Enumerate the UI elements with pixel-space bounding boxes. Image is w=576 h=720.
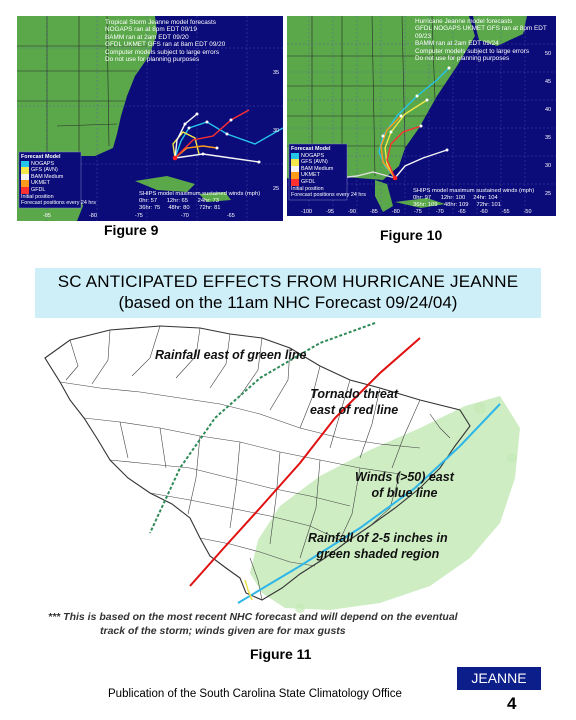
ships-row: 0hr: 57 12hr: 65 24hr: 73 xyxy=(139,197,219,204)
banner-subtitle: (based on the 11am NHC Forecast 09/24/04) xyxy=(118,293,458,312)
note-line1: *** This is based on the most recent NHC forecast and will depend on the eventual xyxy=(48,611,458,623)
lat-label: 30 xyxy=(545,163,552,169)
ships-title: SHIPS model maximum sustained winds (mph) xyxy=(139,191,261,197)
figure9-lon-labels xyxy=(43,213,235,219)
legend-note: Forecast positions every 24 hrs xyxy=(291,192,366,199)
lon-label: -70 xyxy=(180,213,189,219)
legend-item-gfdl: GFDL xyxy=(291,179,366,186)
lon-label: -75 xyxy=(413,209,422,215)
sc-effects-map xyxy=(0,318,576,648)
figure10-caption: Figure 10 xyxy=(380,227,443,243)
rain-amount-line1: Rainfall of 2-5 inches in xyxy=(308,531,448,545)
page-number: 4 xyxy=(507,694,517,713)
figure9-header xyxy=(105,19,225,63)
lon-label: -70 xyxy=(435,209,444,215)
legend-item-bam: BAM Medium xyxy=(21,174,96,181)
lon-label: -80 xyxy=(391,209,400,215)
legend-item-ukmet: UKMET xyxy=(291,172,366,179)
winds-line2: of blue line xyxy=(371,486,438,500)
lon-label: -85 xyxy=(369,209,378,215)
ships-title: SHIPS model maximum sustained winds (mph) xyxy=(413,188,535,194)
figure9-legend xyxy=(21,154,96,207)
lat-label: 25 xyxy=(273,186,280,192)
legend-item-nogaps: NOGAPS xyxy=(21,161,96,168)
lat-label: 30 xyxy=(273,128,280,134)
label-winds xyxy=(355,469,454,501)
legend-item-bam: BAM Medium xyxy=(291,166,366,173)
figure10-header xyxy=(415,18,556,62)
figure9-header-line: GFDL UKMET GFS ran at 8am EDT 09/20 xyxy=(105,41,226,49)
legend-item-nogaps: NOGAPS xyxy=(291,153,366,160)
figure10-header-line: Do not use for planning purposes xyxy=(415,55,510,63)
legend-note: Initial position xyxy=(21,193,54,200)
lon-label: -60 xyxy=(479,209,488,215)
figure9-caption: Figure 9 xyxy=(104,222,159,238)
note-line2: track of the storm; winds given are for max gusts xyxy=(100,625,346,637)
title-banner xyxy=(35,268,541,318)
legend-item-gfs: GFS (AVN) xyxy=(291,159,366,166)
lon-label: -90 xyxy=(347,209,356,215)
figure9-ships xyxy=(139,191,260,211)
figure9-header-line: Tropical Storm Jeanne model forecasts xyxy=(105,19,216,26)
lon-label: -100 xyxy=(301,209,313,215)
lon-label: -95 xyxy=(326,209,334,215)
lon-label: -65 xyxy=(457,209,466,215)
lat-label: 50 xyxy=(545,51,552,57)
label-rainfall-green: Rainfall east of green line xyxy=(155,348,307,362)
figure10-lat-labels xyxy=(545,40,551,208)
lon-label: -85 xyxy=(43,213,51,219)
lat-label: 40 xyxy=(545,107,552,113)
rainfall-shaded-region xyxy=(250,396,520,610)
tornado-line1: Tornado threat xyxy=(310,387,398,401)
figure10-legend xyxy=(291,146,366,199)
figure10-ships xyxy=(413,188,534,208)
tornado-line2: east of red line xyxy=(310,403,399,417)
legend-item-ukmet: UKMET xyxy=(21,180,96,187)
label-rain-amount xyxy=(308,530,448,562)
legend-note: Forecast positions every 24 hrs xyxy=(21,200,96,207)
label-tornado-threat xyxy=(310,386,398,418)
figure9-lat-labels xyxy=(273,44,279,218)
banner-title: SC ANTICIPATED EFFECTS FROM HURRICANE JEANNE xyxy=(57,272,519,291)
legend-note: Initial position xyxy=(291,185,324,192)
legend-item-gfs: GFS (AVN) xyxy=(21,167,96,174)
figure10-header-line: Hurricane Jeanne model forecasts xyxy=(415,18,513,25)
figure10-header-line: GFDL NOGAPS UKMET GFS ran at 8pm EDT 09/23 xyxy=(415,25,547,40)
lon-label: -65 xyxy=(226,213,235,219)
rain-amount-line2: green shaded region xyxy=(316,547,440,561)
figure9-header-line: NOGAPS ran at 8pm EDT 09/19 xyxy=(105,26,197,34)
lon-label: -55 xyxy=(501,209,510,215)
lat-label: 35 xyxy=(545,135,552,141)
lat-label: 25 xyxy=(545,191,552,197)
figure9-header-line: BAMM ran at 2am EDT 09/20 xyxy=(105,33,189,41)
forecast-note xyxy=(48,610,458,638)
figure9-header-line: Computer models subject to large errors xyxy=(105,48,220,56)
ships-row: 36hr: 109 48hr: 109 72hr: 101 xyxy=(413,201,501,208)
legend-title: Forecast Model xyxy=(291,146,331,152)
lon-label: -50 xyxy=(523,209,532,215)
figure10-map xyxy=(287,16,556,216)
figure9-map xyxy=(17,16,283,221)
ships-row: 0hr: 97 12hr: 100 24hr: 104 xyxy=(413,194,498,201)
legend-title: Forecast Model xyxy=(21,154,61,160)
ships-row: 36hr: 75 48hr: 80 72hr: 81 xyxy=(139,204,221,211)
winds-line1: Winds (>50) east xyxy=(355,470,454,484)
lon-label: -75 xyxy=(134,213,143,219)
figure9-header-line: Do not use for planning purposes xyxy=(105,56,200,64)
figure10-header-line: Computer models subject to large errors xyxy=(415,47,530,55)
figure10-header-line: BAMM ran at 2am EDT 09/24 xyxy=(415,40,499,48)
lon-label: -80 xyxy=(88,213,97,219)
figure11-caption: Figure 11 xyxy=(250,646,312,662)
footer-publication: Publication of the South Carolina State Climatology Office xyxy=(108,688,402,700)
lat-label: 35 xyxy=(273,70,280,76)
figure10-lon-labels xyxy=(301,209,532,215)
jeanne-badge: JEANNE xyxy=(457,667,541,690)
lat-label: 45 xyxy=(545,79,552,85)
legend-item-gfdl: GFDL xyxy=(21,187,96,194)
